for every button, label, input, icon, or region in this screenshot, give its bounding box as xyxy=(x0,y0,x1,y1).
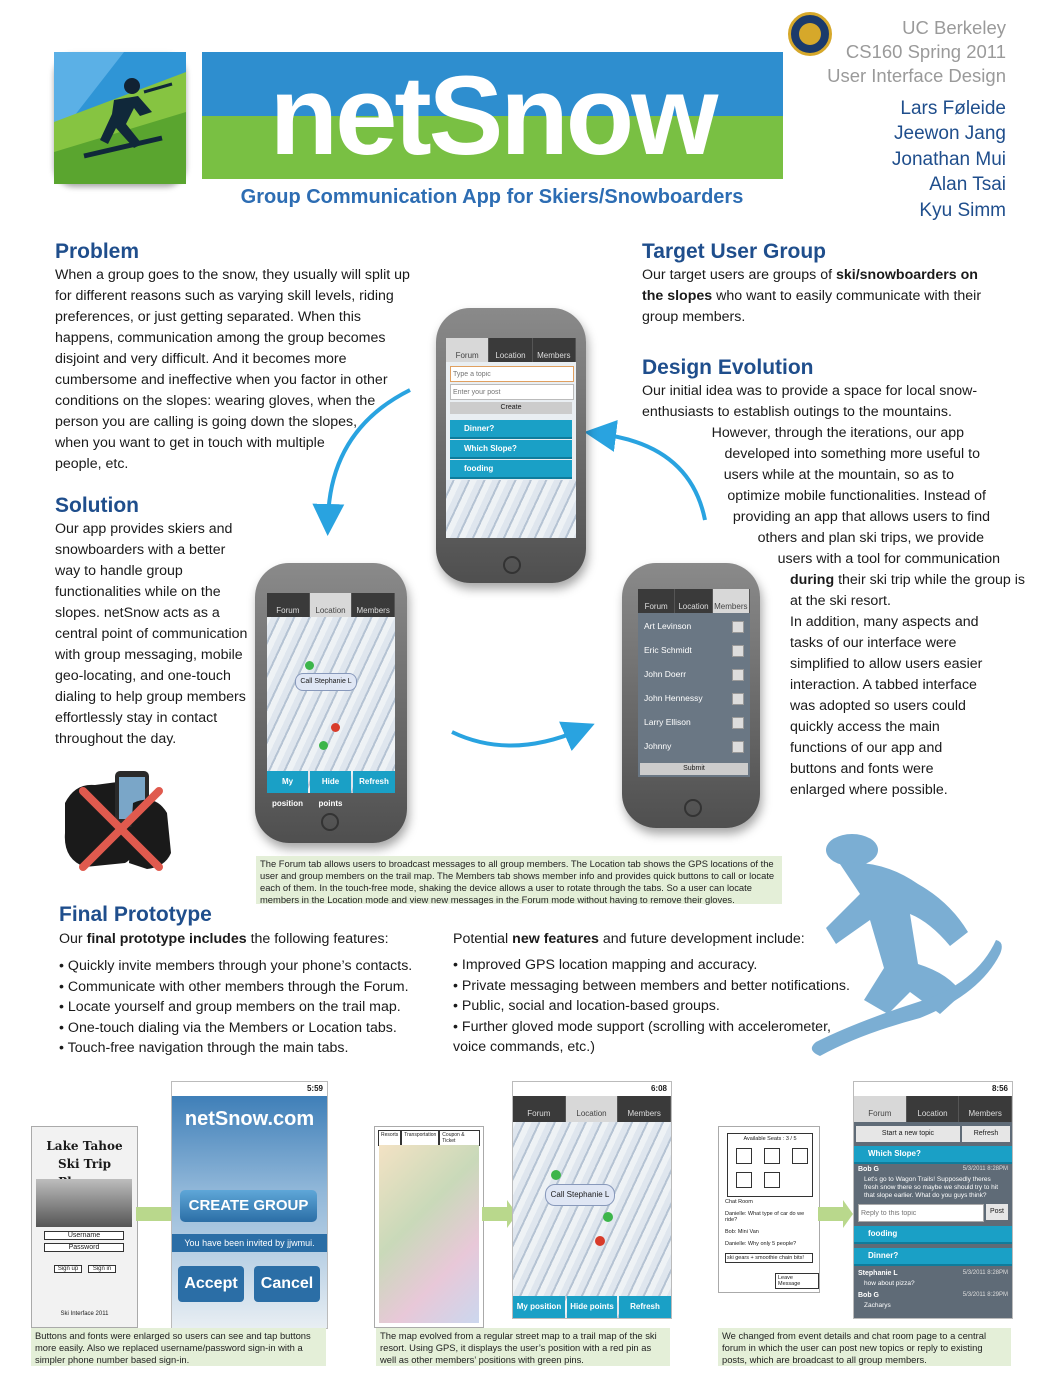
snow-background xyxy=(446,480,576,538)
chat-room-sketch xyxy=(718,1126,820,1293)
text-span: their ski trip while the group is xyxy=(834,572,1025,588)
sketch-title: Ski Trip xyxy=(57,1157,112,1171)
post-message: Let's go to Wagon Trails! Supposedly theres fresh snow there so maybe we should try to hit that slope earlier. What do you guys think? xyxy=(864,1176,999,1199)
seat-icon[interactable] xyxy=(792,1148,808,1164)
text-line: users with a tool for communication xyxy=(777,551,1000,567)
sign-in-button[interactable]: Sign in xyxy=(88,1265,116,1273)
member-row[interactable] xyxy=(638,663,750,686)
tab-bar xyxy=(638,589,750,613)
text-span: Our xyxy=(59,931,87,947)
my-position-button[interactable]: My position xyxy=(513,1296,565,1318)
tab-members[interactable]: Members xyxy=(713,589,750,613)
sketch-footer: Ski Interface 2011 xyxy=(60,1311,109,1317)
post-message: Zacharys xyxy=(864,1302,891,1309)
clock: 6:08 xyxy=(650,1084,667,1093)
invite-background xyxy=(172,1096,327,1328)
green-pin-icon[interactable] xyxy=(603,1212,613,1222)
text-bold: during xyxy=(790,572,835,588)
text-bold: ski/snowboarders on the slopes xyxy=(642,267,978,304)
future-list xyxy=(453,955,850,1058)
create-button[interactable]: Create xyxy=(450,402,572,414)
sketch-tab[interactable]: Transportation xyxy=(401,1130,439,1146)
tab-members[interactable]: Members xyxy=(959,1096,1012,1122)
member-checkbox[interactable] xyxy=(732,741,744,753)
text-bold: final prototype includes xyxy=(86,931,247,947)
text-line: functionalities while on the xyxy=(55,584,221,600)
chat-message: Danielle: What type of car do we ride? xyxy=(725,1211,805,1223)
chat-message: Bob: Mini Van xyxy=(725,1229,759,1235)
text-line: for different reasons such as varying skill levels, riding xyxy=(55,288,394,304)
future-item: • Improved GPS location mapping and accuracy. xyxy=(453,957,758,973)
forum-screen xyxy=(446,338,576,538)
tab-forum[interactable]: Forum xyxy=(513,1096,566,1122)
text-line: effortlessly stay in contact xyxy=(55,710,218,726)
feature-item: • Touch-free navigation through the main tabs. xyxy=(59,1040,349,1057)
username-field[interactable]: Username xyxy=(44,1231,124,1240)
red-pin-icon xyxy=(595,1236,605,1246)
brand-title: netSnow.com xyxy=(184,1108,315,1130)
poster-subtitle: Group Communication App for Skiers/Snowboarders xyxy=(240,186,744,208)
text-line: functions of our app and xyxy=(790,740,943,756)
text-line: conditions on the slopes: wearing gloves, when the xyxy=(55,393,376,409)
text-line: interaction. A tabbed interface xyxy=(790,677,977,693)
chat-message: Danielle: Why only 5 people? xyxy=(725,1241,797,1247)
location-screen xyxy=(267,593,395,808)
sign-up-button[interactable]: Sign up xyxy=(54,1265,82,1273)
sketch-title: Lake Tahoe xyxy=(46,1139,123,1153)
tab-members[interactable]: Members xyxy=(533,338,576,362)
bottom-caption-3: We changed from event details and chat room page to a central forum in which the user can post new topics or reply to existing posts, which are broadcast to all group members. xyxy=(718,1328,1011,1366)
post-input[interactable] xyxy=(450,384,574,400)
status-bar xyxy=(172,1082,327,1096)
future-item: voice commands, etc.) xyxy=(453,1039,595,1056)
course-title: User Interface Design xyxy=(827,65,1006,86)
university-seal-icon xyxy=(788,12,832,56)
text-line: happens, communication among the group becomes xyxy=(55,330,386,346)
member-name: John Doerr xyxy=(644,669,687,679)
callout-bubble[interactable]: Call Stephanie L xyxy=(545,1184,615,1206)
future-intro xyxy=(453,929,805,950)
member-checkbox[interactable] xyxy=(732,621,744,633)
chat-messages xyxy=(725,1211,813,1263)
text-line xyxy=(790,570,1025,591)
seat-icon[interactable] xyxy=(764,1148,780,1164)
topic-item[interactable]: fooding xyxy=(450,460,572,479)
phone-location xyxy=(255,563,407,843)
text-line: In addition, many aspects and xyxy=(790,614,979,630)
text-line: simplified to allow users easier xyxy=(790,656,983,672)
hide-points-button[interactable]: Hide points xyxy=(567,1296,617,1318)
tabs-caption: The Forum tab allows users to broadcast messages to all group members. The Location tab shows the GPS locations of the user and group members on the trail map. The Members tab shows member info and provides quick buttons to call or locate each of them. In the touch-free mode, shaking the device allows a user to rotate through the tabs. So a user can locate members in the Location mode and view new messages in the Forum mode without having to remove their gloves. xyxy=(256,856,782,904)
evolution-arrow-icon xyxy=(482,1207,510,1221)
tab-bar xyxy=(267,593,395,617)
text-line: enlarged where possible. xyxy=(790,782,948,798)
reply-input[interactable] xyxy=(858,1204,984,1222)
topic-item[interactable]: Which Slope? xyxy=(854,1146,1012,1164)
leave-message-button[interactable]: Leave Message xyxy=(775,1273,819,1289)
tab-members[interactable]: Members xyxy=(352,593,395,617)
password-field[interactable]: Password xyxy=(44,1243,124,1252)
post-button[interactable]: Post xyxy=(986,1204,1008,1220)
text-span: the following features: xyxy=(246,931,389,947)
sketch-tab[interactable]: Coupon & Ticket xyxy=(439,1130,480,1146)
text-line: developed into something more useful to xyxy=(724,446,980,462)
member-row[interactable] xyxy=(638,711,750,734)
text-line: central point of communication xyxy=(55,626,248,642)
tab-bar xyxy=(854,1096,1012,1122)
tab-location[interactable]: Location xyxy=(566,1096,619,1122)
member-checkbox[interactable] xyxy=(732,693,744,705)
sketch-tabs xyxy=(378,1130,480,1146)
refresh-button[interactable]: Refresh xyxy=(353,771,395,793)
forum-final-screen xyxy=(853,1081,1013,1319)
text-line: dialing to help group members xyxy=(55,689,246,705)
trail-map xyxy=(513,1096,671,1318)
tab-location[interactable]: Location xyxy=(907,1096,960,1122)
submit-button[interactable]: Submit xyxy=(640,763,748,775)
member-name: John Hennessy xyxy=(644,693,703,703)
clock: 5:59 xyxy=(306,1084,323,1093)
course-info xyxy=(827,16,1006,88)
text-line: cumbersome and ineffective when you factor in other xyxy=(55,372,388,388)
text-line: way to handle group xyxy=(55,563,183,579)
author: Alan Tsai xyxy=(929,174,1006,196)
post-author: Stephanie L xyxy=(858,1270,898,1277)
text-span: Our target users are groups of xyxy=(642,267,836,283)
text-line: slopes. netSnow acts as a xyxy=(55,605,220,621)
bottom-caption-1: Buttons and fonts were enlarged so users can see and tap buttons more easily. Also we replaced username/password sign-in with a simpler phone number based sign-in. xyxy=(31,1328,326,1366)
text-line: However, through the iterations, our app xyxy=(711,425,964,441)
author: Lars Føleide xyxy=(900,98,1006,119)
refresh-button[interactable]: Refresh xyxy=(962,1126,1010,1142)
member-checkbox[interactable] xyxy=(732,717,744,729)
text-line: geo-locating, and one-touch xyxy=(55,668,231,684)
text-line: snowboarders with a better xyxy=(55,542,226,558)
text-line: people, etc. xyxy=(55,456,129,472)
feature-item: • Quickly invite members through your phone’s contacts. xyxy=(59,958,413,974)
tab-forum[interactable]: Forum xyxy=(446,338,489,362)
university-name: UC Berkeley xyxy=(902,17,1006,38)
tab-location[interactable]: Location xyxy=(675,589,712,613)
tab-forum[interactable]: Forum xyxy=(638,589,675,613)
sketch-tab[interactable]: Resorts xyxy=(378,1130,401,1146)
chat-room-label: Chat Room xyxy=(725,1199,753,1205)
text-bold: new features xyxy=(512,931,599,947)
member-row[interactable] xyxy=(638,639,750,662)
login-fields xyxy=(44,1231,124,1252)
gloved-hand-image xyxy=(55,763,175,873)
member-name: Larry Ellison xyxy=(644,717,691,727)
text-line: person you are calling is going down the slopes, xyxy=(55,414,358,430)
final-intro xyxy=(59,929,389,950)
evolution-arrowhead-icon xyxy=(843,1200,853,1228)
member-checkbox[interactable] xyxy=(732,669,744,681)
text-line: enthusiasts to establish outings to the mountains. xyxy=(642,404,952,420)
solution-heading: Solution xyxy=(55,494,139,517)
member-row[interactable] xyxy=(638,687,750,710)
status-bar xyxy=(513,1082,671,1096)
phone-members xyxy=(622,563,760,828)
text-line: tasks of our interface were xyxy=(790,635,957,651)
app-name: netSnow xyxy=(269,53,716,178)
seat-add-icon[interactable] xyxy=(764,1172,780,1188)
members-screen xyxy=(638,589,750,777)
green-pin-icon[interactable] xyxy=(319,741,328,750)
problem-heading: Problem xyxy=(55,240,140,263)
tab-forum[interactable]: Forum xyxy=(267,593,310,617)
text-span: who want to easily communicate with their group members. xyxy=(642,288,982,325)
seat-add-icon[interactable] xyxy=(736,1172,752,1188)
text-line: users while at the mountain, so as to xyxy=(723,467,954,483)
target-text xyxy=(642,265,992,328)
seats-label: Available Seats : 3 / 5 xyxy=(743,1136,797,1142)
callout-bubble[interactable]: Call Stephanie L xyxy=(295,673,357,691)
author: Kyu Simm xyxy=(919,199,1006,221)
text-line: Our app provides skiers and xyxy=(55,521,233,537)
app-logo xyxy=(54,52,186,184)
text-line: Our initial idea was to provide a space for local snow- xyxy=(642,383,978,399)
home-button-icon xyxy=(321,813,339,831)
invite-screen xyxy=(171,1081,328,1329)
mountain-photo xyxy=(36,1179,132,1227)
solution-text xyxy=(55,519,255,750)
topic-item[interactable]: Dinner? xyxy=(854,1248,1012,1266)
member-checkbox[interactable] xyxy=(732,645,744,657)
feature-item: • One-touch dialing via the Members or Location tabs. xyxy=(59,1019,397,1036)
evolution-arrow-icon xyxy=(136,1207,174,1221)
tab-location[interactable]: Location xyxy=(310,593,353,617)
street-map-sketch xyxy=(374,1126,484,1328)
member-name: Johnny xyxy=(644,741,672,751)
text-span: and future development include: xyxy=(598,931,805,947)
text-line: was adopted so users could xyxy=(790,698,966,714)
topic-item[interactable]: Dinner? xyxy=(450,420,572,439)
text-line: throughout the day. xyxy=(55,731,177,747)
post-date: 5/3/2011 8:29PM xyxy=(962,1292,1008,1298)
status-bar xyxy=(854,1082,1012,1096)
feature-list xyxy=(59,956,412,1059)
text-span: Potential xyxy=(453,931,513,947)
member-row[interactable] xyxy=(638,735,750,758)
green-pin-icon[interactable] xyxy=(305,661,314,670)
topic-item[interactable]: Which Slope? xyxy=(450,440,572,459)
evolution-arrow-icon xyxy=(818,1207,846,1221)
member-row[interactable] xyxy=(638,615,750,638)
post-author: Bob G xyxy=(858,1166,879,1173)
street-map xyxy=(379,1145,479,1323)
text-line: when you want to get in touch with multiple xyxy=(55,435,325,451)
tab-members[interactable]: Members xyxy=(618,1096,671,1122)
text-line: optimize mobile functionalities. Instead of xyxy=(727,488,986,504)
tab-location[interactable]: Location xyxy=(489,338,532,362)
clock: 8:56 xyxy=(991,1084,1008,1093)
future-item: • Further gloved mode support (scrolling with accelerometer, xyxy=(453,1018,831,1035)
seat-icon[interactable] xyxy=(736,1148,752,1164)
trail-map-screen xyxy=(512,1081,672,1319)
tab-bar xyxy=(513,1096,671,1122)
forum-final-body xyxy=(854,1096,1012,1318)
home-button-icon xyxy=(684,799,702,817)
text-line: at the ski resort. xyxy=(790,593,891,609)
seats-box xyxy=(727,1133,813,1197)
text-line: others and plan ski trips, we provide xyxy=(757,530,984,546)
cancel-button[interactable]: Cancel xyxy=(254,1266,320,1302)
topic-input[interactable] xyxy=(450,366,574,382)
text-line: quickly access the main xyxy=(790,719,940,735)
text-line: disjoint and very difficult. And it becomes more xyxy=(55,351,347,367)
bottom-caption-2: The map evolved from a regular street map to a trail map of the ski resort. Using GPS, it displays the user’s position with a red pin as well as other members’ positions with green pins. xyxy=(376,1328,670,1366)
create-group-button[interactable]: CREATE GROUP xyxy=(180,1190,317,1222)
accept-button[interactable]: Accept xyxy=(178,1266,244,1302)
text-line: buttons and fonts were xyxy=(790,761,934,777)
text-line: When a group goes to the snow, they usually will split up xyxy=(55,267,410,283)
my-position-button[interactable]: My position xyxy=(267,771,308,793)
hide-points-button[interactable]: Hide points xyxy=(310,771,351,793)
text-line: providing an app that allows users to find xyxy=(732,509,990,525)
refresh-button[interactable]: Refresh xyxy=(619,1296,671,1318)
future-item: • Private messaging between members and better notifications. xyxy=(453,977,850,994)
author-list xyxy=(892,96,1006,223)
target-heading: Target User Group xyxy=(642,240,826,263)
app-title-banner xyxy=(202,52,783,179)
invite-message: You have been invited by jjwmui. xyxy=(172,1234,327,1252)
design-heading: Design Evolution xyxy=(642,356,814,379)
post-date: 5/3/2011 8:28PM xyxy=(962,1166,1008,1172)
member-name: Art Levinson xyxy=(644,621,692,631)
post-date: 5/3/2011 8:28PM xyxy=(962,1270,1008,1276)
tab-forum[interactable]: Forum xyxy=(854,1096,907,1122)
future-item: • Public, social and location-based groups. xyxy=(453,998,720,1015)
member-name: Eric Schmidt xyxy=(644,645,692,655)
feature-item: • Communicate with other members through the Forum. xyxy=(59,978,409,995)
home-button-icon xyxy=(503,556,521,574)
text-line: with group messaging, mobile xyxy=(55,647,243,663)
chat-input[interactable]: ski gears + smoothie chain bits! xyxy=(725,1253,813,1263)
author: Jeewon Jang xyxy=(894,123,1006,145)
start-topic-button[interactable]: Start a new topic xyxy=(856,1126,960,1142)
text-line: preferences, or just getting separated. When this xyxy=(55,309,361,325)
post-message: how about pizza? xyxy=(864,1280,915,1287)
feature-item: • Locate yourself and group members on the trail map. xyxy=(59,999,401,1016)
course-name: CS160 Spring 2011 xyxy=(845,41,1006,62)
red-pin-icon xyxy=(331,723,340,732)
topic-item[interactable]: fooding xyxy=(854,1226,1012,1244)
final-heading: Final Prototype xyxy=(59,903,212,926)
login-sketch xyxy=(31,1126,138,1328)
tab-bar xyxy=(446,338,576,362)
author: Jonathan Mui xyxy=(891,148,1006,170)
phone-forum xyxy=(436,308,586,583)
green-pin-icon[interactable] xyxy=(551,1170,561,1180)
post-author: Bob G xyxy=(858,1292,879,1299)
